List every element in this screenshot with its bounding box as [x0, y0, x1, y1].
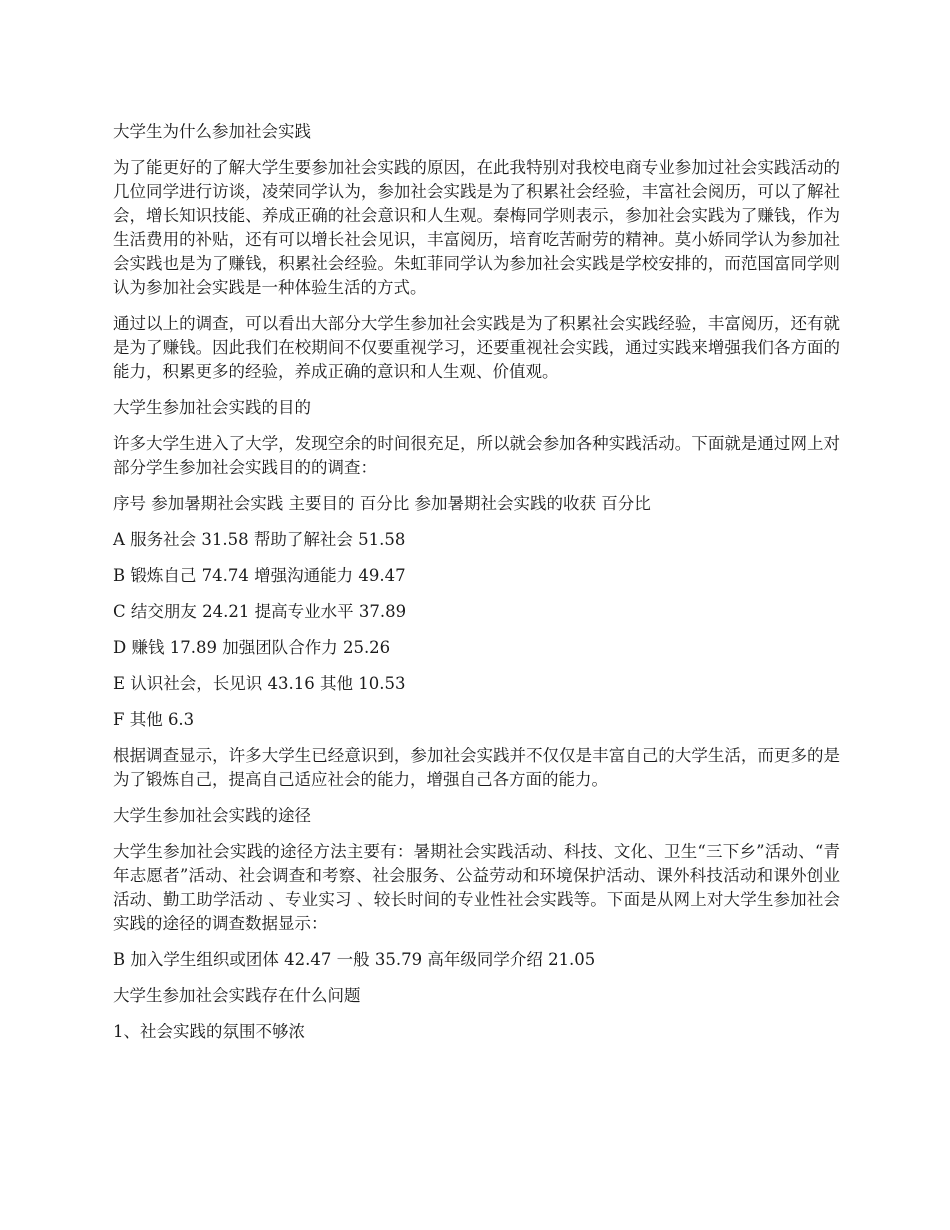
paragraph: 许多大学生进入了大学，发现空余的时间很充足，所以就会参加各种实践活动。下面就是通过网上对部分学生参加社会实践目的的调查： [113, 434, 840, 477]
paragraph: 根据调查显示，许多大学生已经意识到，参加社会实践并不仅仅是丰富自己的大学生活，而更多的是为了锻炼自己，提高自己适应社会的能力，增强自己各方面的能力。 [113, 746, 840, 789]
survey-row: E 认识社会，长见识 43.16 其他 10.53 [113, 674, 406, 693]
survey-row: C 结交朋友 24.21 提高专业水平 37.89 [113, 602, 407, 621]
survey-row: D 赚钱 17.89 加强团队合作力 25.26 [113, 638, 391, 657]
section-heading: 大学生为什么参加社会实践 [113, 122, 311, 141]
survey-row: F 其他 6.3 [113, 710, 195, 729]
list-item: 1、社会实践的氛围不够浓 [113, 1022, 305, 1041]
paragraph: 为了能更好的了解大学生要参加社会实践的原因，在此我特别对我校电商专业参加过社会实践活动的几位同学进行访谈，凌荣同学认为，参加社会实践是为了积累社会经验，丰富社会阅历，可以了解社会，增长知识技能、养成正确的社会意识和人生观。秦梅同学则表示，参加社会实践为了赚钱，作为生活费用的补贴，还有可以增长社会见识，丰富阅历，培育吃苦耐劳的精神。莫小娇同学认为参加社会实践也是为了赚钱，积累社会经验。朱虹菲同学认为参加社会实践是学校安排的，而范国富同学则认为参加社会实践是一种体验生活的方式。 [113, 158, 840, 297]
survey-row: B 锻炼自己 74.74 增强沟通能力 49.47 [113, 566, 406, 585]
section-heading: 大学生参加社会实践存在什么问题 [113, 986, 361, 1005]
paragraph: 大学生参加社会实践的途径方法主要有：暑期社会实践活动、科技、文化、卫生“三下乡”活动、“青年志愿者”活动、社会调查和考察、社会服务、公益劳动和环境保护活动、课外科技活动和课外创业活动、勤工助学活动 、专业实习 、较长时间的专业性社会实践等。下面是从网上对大学生参加社会实践的途径的调查数据显示： [113, 842, 840, 933]
document-page [113, 120, 840, 1056]
section-heading: 大学生参加社会实践的目的 [113, 398, 311, 417]
survey-row: A 服务社会 31.58 帮助了解社会 51.58 [113, 530, 406, 549]
section-heading: 大学生参加社会实践的途径 [113, 806, 311, 825]
survey-table-header: 序号 参加暑期社会实践 主要目的 百分比 参加暑期社会实践的收获 百分比 [113, 494, 651, 513]
survey-row: B 加入学生组织或团体 42.47 一般 35.79 高年级同学介绍 21.05 [113, 950, 596, 969]
paragraph: 通过以上的调查，可以看出大部分大学生参加社会实践是为了积累社会实践经验，丰富阅历，还有就是为了赚钱。因此我们在校期间不仅要重视学习，还要重视社会实践，通过实践来增强我们各方面的能力，积累更多的经验，养成正确的意识和人生观、价值观。 [113, 314, 840, 381]
